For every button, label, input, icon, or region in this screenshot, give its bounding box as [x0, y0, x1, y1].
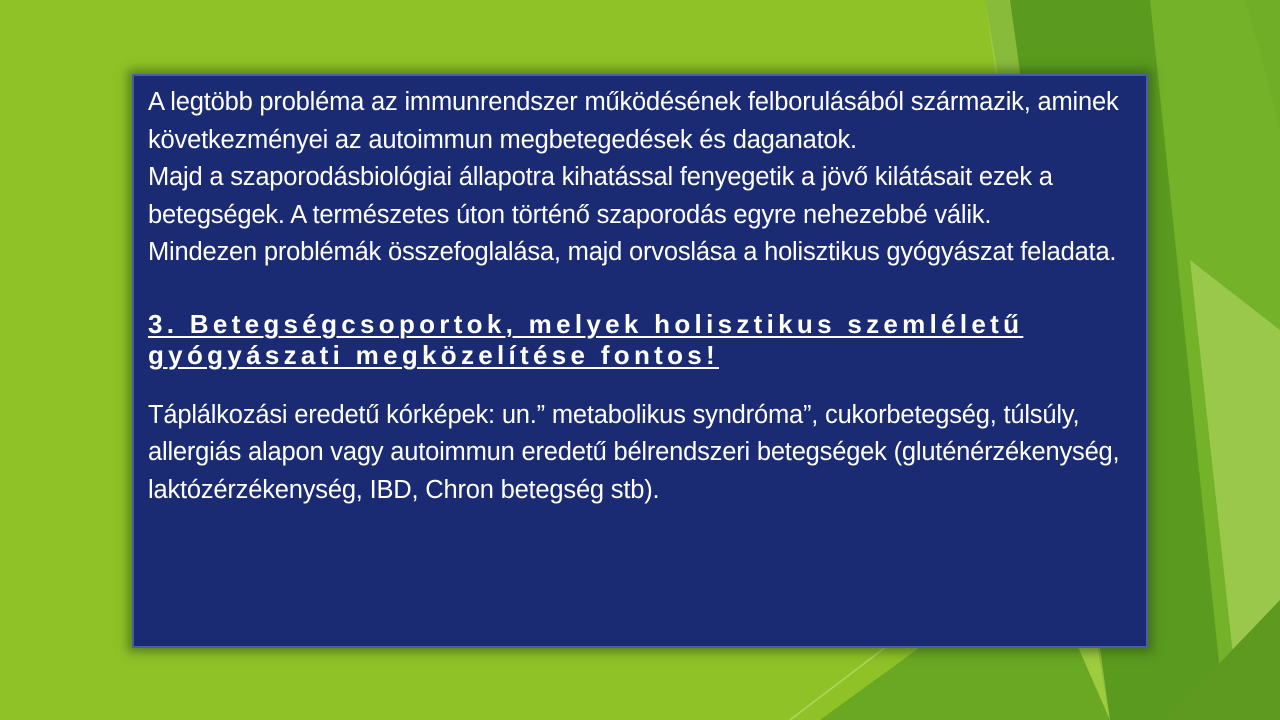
paragraph-nutrition: Táplálkozási eredetű kórképek: un.” metabolikus syndróma”, cukorbetegség, túlsúly, allergiás alapon vagy autoimmun eredetű bélrendszeri betegségek (gluténérzékenység, laktózérzékenység, IBD, Chron betegség stb). — [148, 400, 1120, 504]
paragraph-reproduction: Majd a szaporodásbiológiai állapotra kihatással fenyegetik a jövő kilátásait ezek a betegségek. A természetes úton történő szaporodás egyre nehezebbé válik. — [148, 163, 1053, 229]
content-textbox — [132, 74, 1148, 648]
paragraph-holistic: Mindezen problémák összefoglalása, majd orvoslása a holisztikus gyógyászat feladata. — [148, 238, 1117, 266]
section-heading: 3. Betegségcsoportok, melyek holisztikus szemléletű gyógyászati megközelítése fontos! — [148, 308, 1024, 370]
paragraph-immune: A legtöbb probléma az immunrendszer működésének felborulásából származik, aminek következményei az autoimmun megbetegedések és daganatok. — [148, 88, 1119, 154]
intro-text — [148, 84, 1132, 272]
